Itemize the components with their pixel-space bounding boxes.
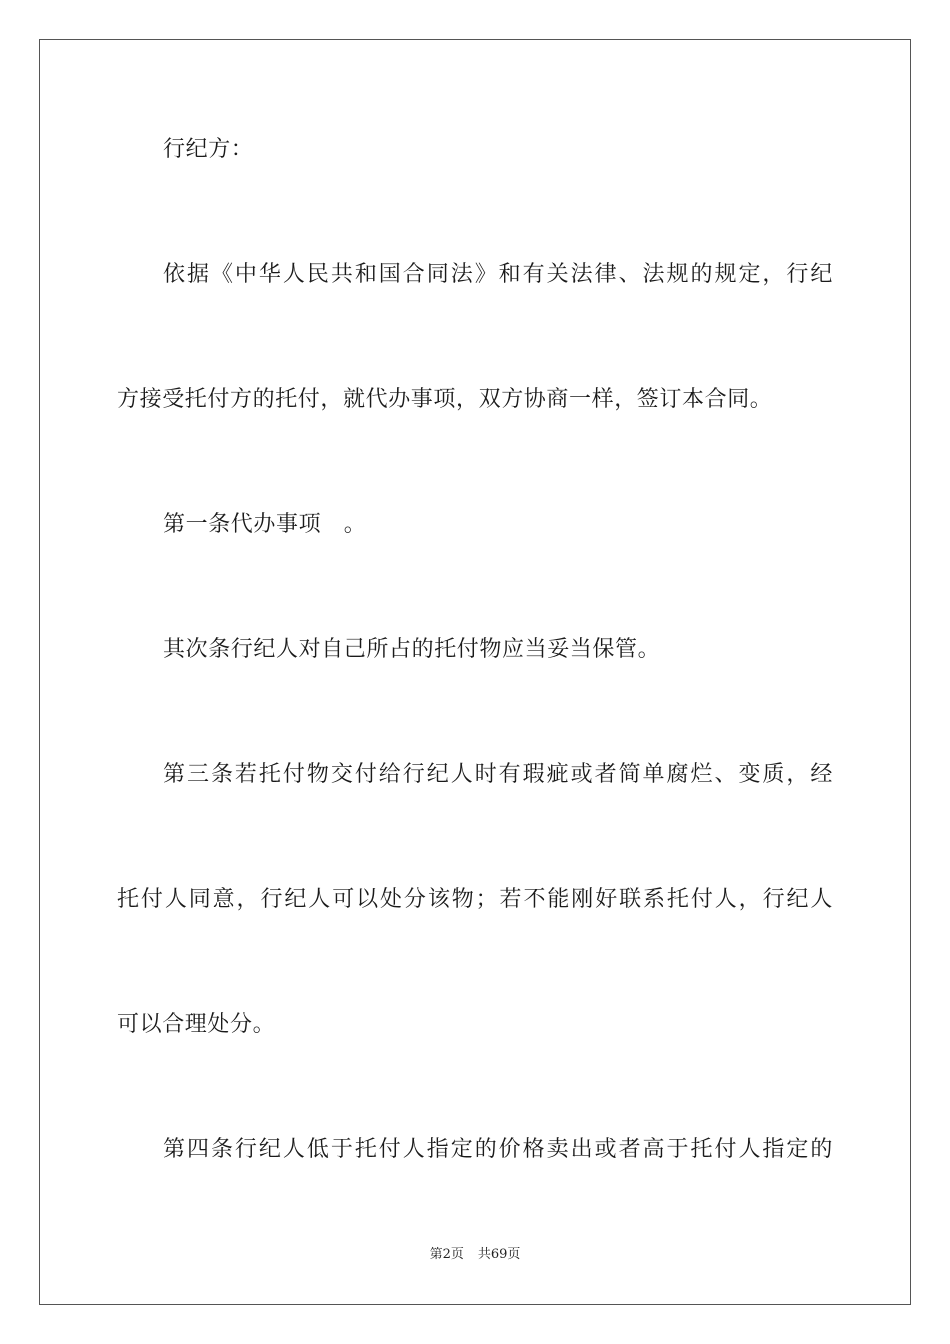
clause-line: 第三条若托付物交付给行纪人时有瑕疵或者简单腐烂、变质，经 <box>163 762 833 787</box>
paragraph-line: 可以合理处分。 <box>117 1012 276 1037</box>
party-label-line: 行纪方： <box>163 137 254 162</box>
clause-line: 第四条行纪人低于托付人指定的价格卖出或者高于托付人指定的 <box>163 1137 833 1162</box>
paragraph-line: 方接受托付方的托付，就代办事项，双方协商一样，签订本合同。 <box>117 387 773 412</box>
page-total: 共69页 <box>477 1247 521 1262</box>
page-number: 第2页 <box>429 1247 464 1262</box>
paragraph-line: 托付人同意，行纪人可以处分该物；若不能刚好联系托付人，行纪人 <box>117 887 833 912</box>
clause-line: 第一条代办事项 。 <box>163 512 367 537</box>
clause-line: 其次条行纪人对自己所占的托付物应当妥当保管。 <box>163 637 661 662</box>
page-border <box>39 39 911 1305</box>
page-footer <box>0 1246 950 1264</box>
paragraph-line: 依据《中华人民共和国合同法》和有关法律、法规的规定，行纪 <box>163 262 833 287</box>
